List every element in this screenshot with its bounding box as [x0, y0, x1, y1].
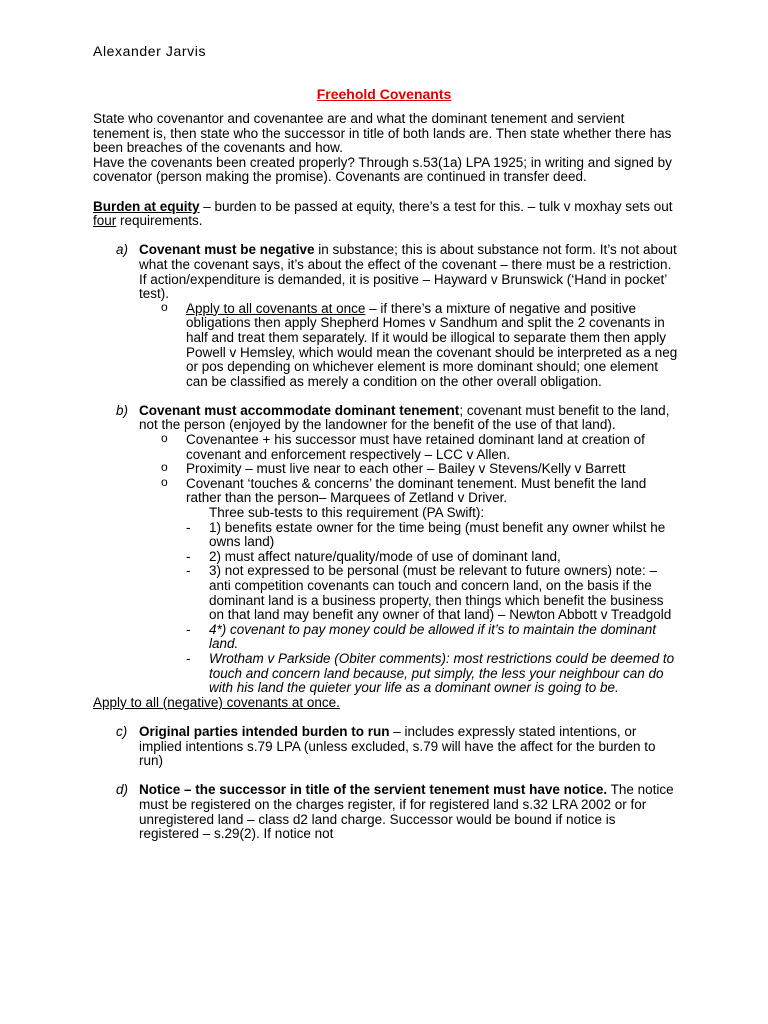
list-item: - 3) not expressed to be personal (must be relevant to future owners) note: – anti competition covenants can touch and concern land, on the basis if the dominant land is a business property, then things which benefit the business on that land may benefit any owner of that land) – Newton Abbott v Treadgold [186, 563, 672, 623]
intro-paragraph: State who covenantor and covenantee are and what the dominant tenement and servient tenement is, then state who the successor in title of both lands are. Then state whether there has been breaches of the covenants and how. [93, 111, 672, 156]
dash-marker: - [186, 621, 191, 637]
list-item: - 2) must affect nature/quality/mode of use of dominant land, [186, 548, 561, 564]
requirement-b: b) Covenant must accommodate dominant tenement; covenant must benefit to the land, not the person (enjoyed by the landowner for the benefit of the use of that land). [116, 402, 670, 433]
dash-marker: - [186, 563, 191, 579]
bullet-marker: o [161, 474, 168, 489]
requirement-heading: Covenant must accommodate dominant tenement [139, 402, 460, 418]
list-label: c) [116, 723, 128, 739]
author-name: Alexander Jarvis [93, 43, 207, 59]
dash-marker: - [186, 519, 191, 535]
requirement-heading: Covenant must be negative [139, 242, 315, 258]
list-item: - 1) benefits estate owner for the time being (must benefit any owner whilst he owns land) [186, 519, 666, 550]
bullet-marker: o [161, 431, 168, 446]
burden-paragraph: Burden at equity – burden to be passed at equity, there’s a test for this. – tulk v moxhay sets out four requirements. [93, 198, 673, 229]
list-item: o Proximity – must live near to each other – Bailey v Stevens/Kelly v Barrett [161, 460, 626, 477]
list-label: b) [116, 402, 129, 418]
requirement-a: a) Covenant must be negative in substance; this is about substance not form. It’s not about what the covenant says, it’s about the effect of the covenant – there must be a restriction. If action/expenditure is demanded, it is positive – Hayward v Brunswick (‘Hand in pocket’ test). [116, 242, 677, 302]
dash-marker: - [186, 650, 191, 666]
requirement-heading: Original parties intended burden to run [139, 723, 390, 739]
list-item: o Covenant ‘touches & concerns’ the dominant tenement. Must benefit the land rather than the person– Marquees of Zetland v Driver. [161, 474, 647, 506]
requirement-d: d) Notice – the successor in title of the servient tenement must have notice. The notice must be registered on the charges register, if for registered land s.32 LRA 2002 or for unregistered land – class d2 land charge. Successor would be bound if notice is registered – s.29(2). If notice not [116, 782, 674, 842]
dash-marker: - [186, 548, 191, 564]
list-item: - 4*) covenant to pay money could be allowed if it’s to maintain the dominant land. [186, 621, 657, 652]
list-label: a) [116, 242, 129, 258]
intro-paragraph: Have the covenants been created properly? Through s.53(1a) LPA 1925; in writing and signed by covenator (person making the promise). Covenants are continued in transfer deed. [93, 154, 672, 185]
list-item: o Covenantee + his successor must have retained dominant land at creation of covenant and enforcement respectively – LCC v Allen. [161, 431, 645, 462]
list-label: d) [116, 782, 129, 798]
requirement-heading: Notice – the successor in title of the servient tenement must have notice. [139, 782, 608, 798]
list-item: o Apply to all covenants at once – if there’s a mixture of negative and positive obligations then apply Shepherd Homes v Sandhum and split the 2 covenants in half and treat them separately. If it would be illogical to separate them then apply Powell v Hemsley, which would mean the covenant should be interpreted as a neg or pos depending on whichever element is more dominant should; one element can be classified as merely a condition on the other overall obligation. [161, 299, 678, 389]
apply-all-note: Apply to all (negative) covenants at once. [93, 694, 340, 710]
document-title: Freehold Covenants [316, 86, 452, 102]
subtests-intro: Three sub-tests to this requirement (PA Swift): [209, 505, 485, 521]
document-body [93, 112, 678, 842]
bullet-marker: o [161, 460, 168, 475]
list-item: - Wrotham v Parkside (Obiter comments): most restrictions could be deemed to touch and concern land because, put simply, the less your neighbour can do with his land the quieter your life as a dominant owner is going to be. [186, 650, 675, 696]
requirement-c: c) Original parties intended burden to run – includes expressly stated intentions, or implied intentions s.79 LPA (unless excluded, s.79 will have the affect for the burden to run) [116, 723, 656, 769]
bullet-marker: o [161, 299, 168, 314]
burden-heading: Burden at equity [93, 198, 200, 214]
four-word: four [93, 213, 117, 229]
